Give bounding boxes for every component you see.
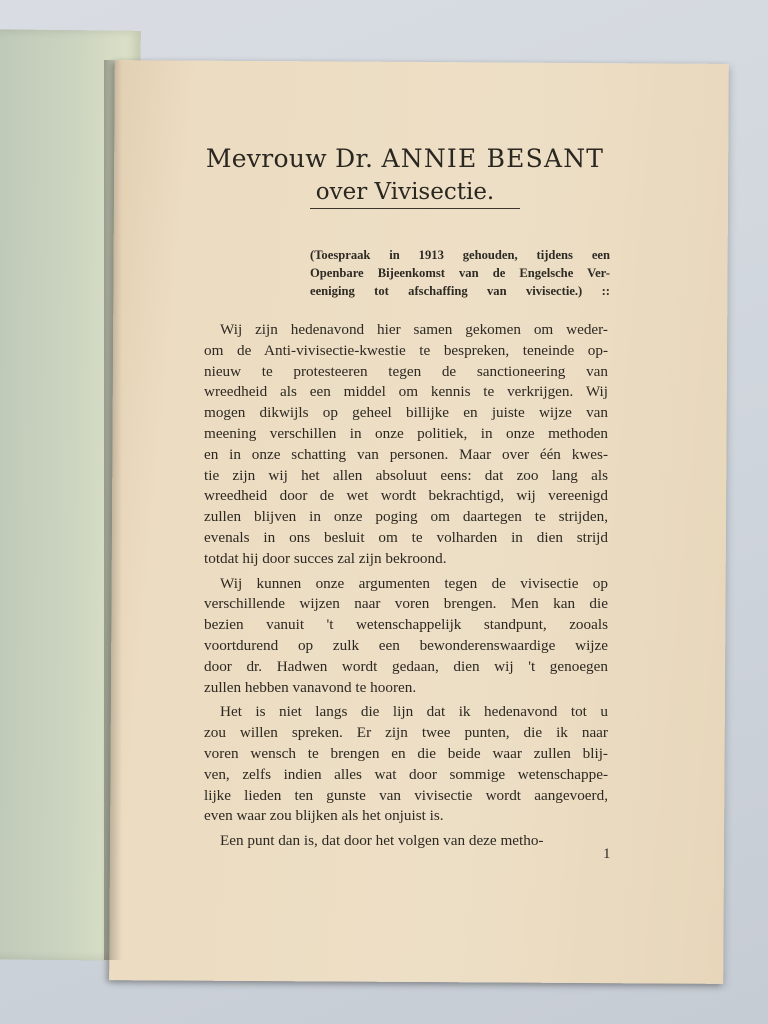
text-line: Wij kunnen onze argumenten tegen de vivisectie op	[220, 574, 608, 592]
text-line: door dr. Hadwen wordt gedaan, dien wij 't genoegen	[204, 657, 608, 675]
paragraph	[204, 320, 608, 570]
subtitle-line: (Toespraak in 1913 gehouden, tijdens een	[310, 248, 610, 262]
title-underline	[310, 208, 520, 209]
text-line: zullen hebben vanavond te hooren.	[204, 678, 417, 696]
text-line: nieuw te protesteeren tegen de sanctioneering van	[204, 362, 608, 380]
text-line: wreedheid door de wet wordt bekrachtigd, wij vereenigd	[204, 487, 608, 505]
subtitle-line: Openbare Bijeenkomst van de Engelsche Ver-	[310, 266, 610, 280]
text-line: en in onze schatting van personen. Maar over één kwes-	[204, 445, 608, 463]
text-line: Het is niet langs die lijn dat ik hedenavond tot u	[220, 703, 608, 721]
spine-shadow	[104, 60, 122, 960]
paragraph	[204, 831, 608, 852]
page-number: 1	[603, 846, 611, 862]
title-prefix: Mevrouw Dr.	[205, 144, 382, 173]
paragraph	[204, 702, 608, 827]
text-line: om de Anti-vivisectie-kwestie te bespreken, teneinde op-	[204, 341, 608, 359]
body-text	[204, 320, 608, 852]
text-line: zou willen spreken. Er zijn twee punten, die ik naar	[204, 724, 608, 742]
paragraph	[204, 574, 608, 699]
text-line: totdat hij door succes zal zijn bekroond.	[204, 549, 447, 567]
text-line: evenals in ons besluit om te volharden in dien strijd	[204, 528, 608, 546]
text-line: wreedheid als een middel om kennis te verkrijgen. Wij	[204, 383, 608, 401]
text-line: voren wensch te brengen en die beide waar zullen blij-	[204, 744, 608, 762]
title-line-1	[160, 143, 650, 175]
text-line: mogen dikwijls op geheel billijke en juiste wijze van	[204, 404, 608, 422]
text-line: Een punt dan is, dat door het volgen van deze metho-	[220, 832, 544, 850]
text-line: ven, zelfs indien alles wat door sommige wetenschappe-	[204, 765, 608, 783]
text-line: bezien vanuit 't wetenschappelijk standpunt, zooals	[204, 616, 608, 634]
subtitle-line: eeniging tot afschaffing van vivisectie.) ::	[310, 284, 610, 298]
text-line: voortdurend op zulk een bewonderenswaardige wijze	[204, 636, 608, 654]
text-line: tie zijn wij het allen absoluut eens: dat zoo lang als	[204, 466, 608, 484]
text-line: verschillende wijzen naar voren brengen. Men kan die	[204, 595, 608, 613]
text-line: meening verschillen in onze politiek, in onze methoden	[204, 424, 608, 442]
text-line: lijke lieden ten gunste van vivisectie wordt aangevoerd,	[204, 786, 608, 804]
text-line: even waar zou blijken als het onjuist is.	[204, 807, 444, 825]
page-title	[160, 143, 650, 209]
title-name: ANNIE BESANT	[381, 144, 605, 173]
text-line: zullen blijven in onze poging om daartegen te strijden,	[204, 508, 608, 526]
text-line: Wij zijn hedenavond hier samen gekomen om weder-	[220, 321, 608, 338]
title-line-2: over Vivisectie.	[315, 179, 495, 205]
subtitle-note	[310, 246, 610, 300]
